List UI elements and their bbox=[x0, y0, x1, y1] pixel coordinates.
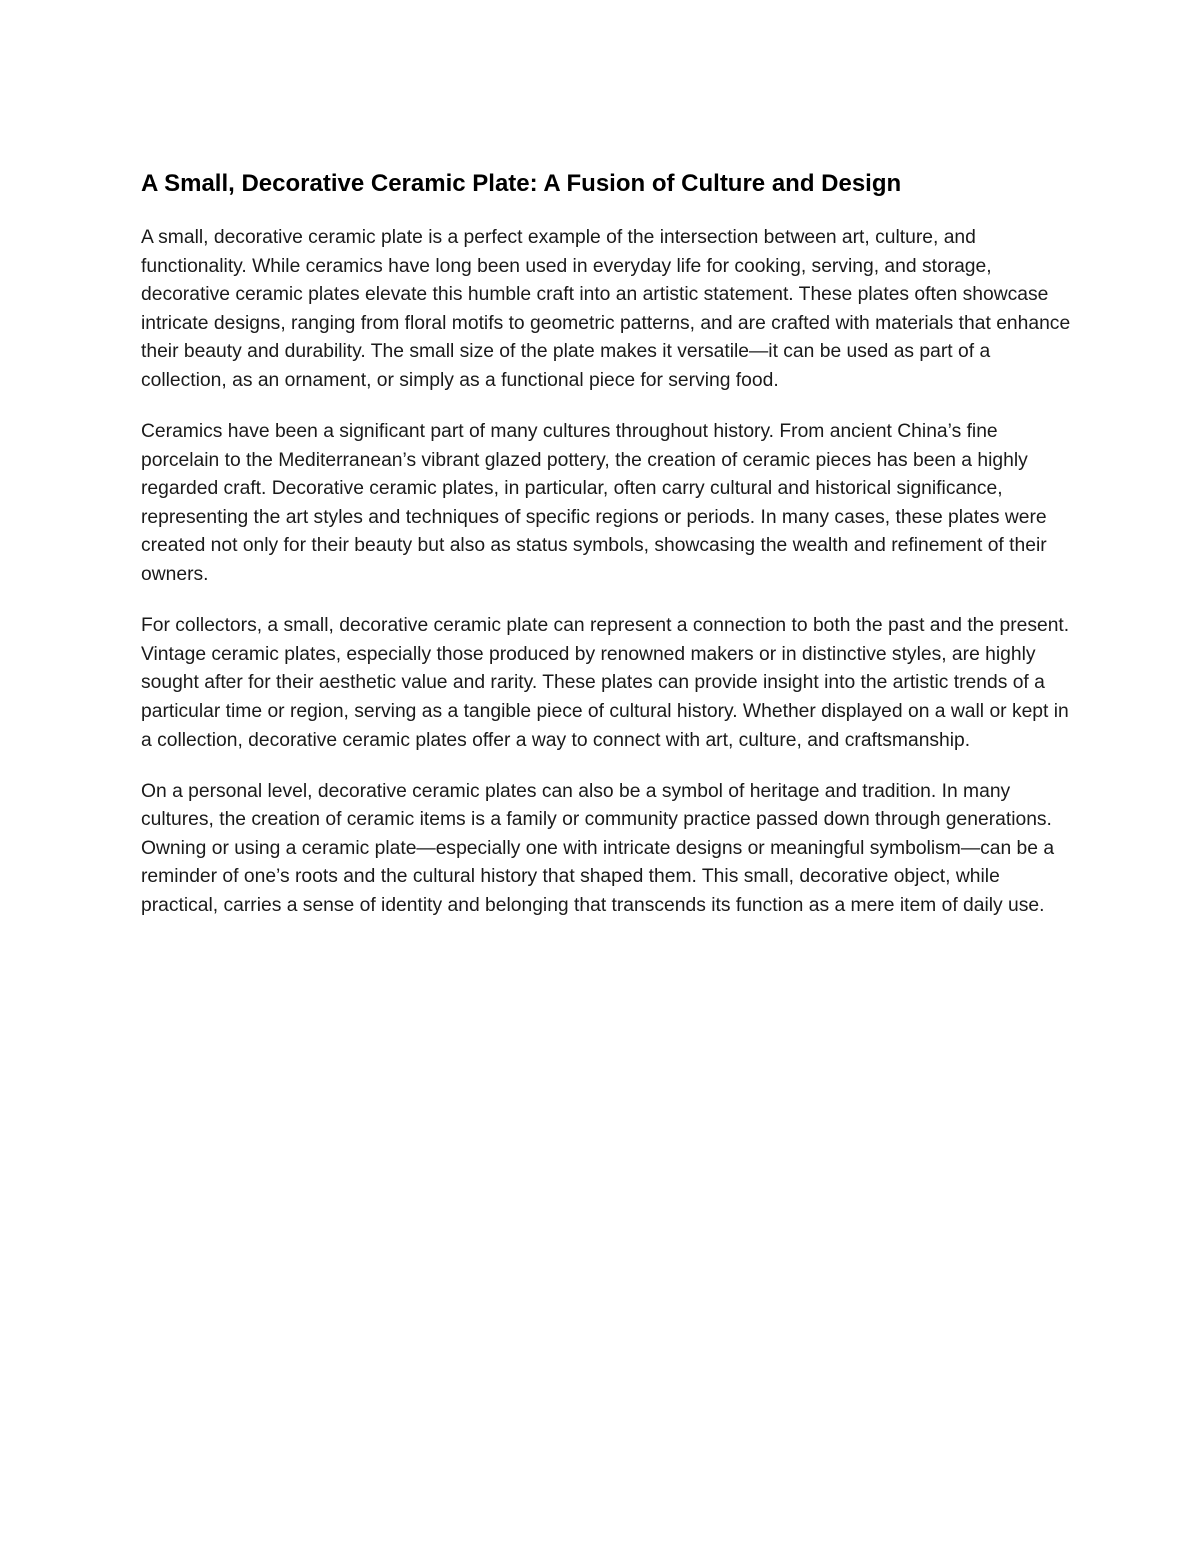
paragraph-1: A small, decorative ceramic plate is a perfect example of the intersection between art, culture, and functionality. While ceramics have long been used in everyday life for cooking, serving, and storage, decorative ceramic plates elevate this humble craft into an artistic statement. These plates often showcase intricate designs, ranging from floral motifs to geometric patterns, and are crafted with materials that enhance their beauty and durability. The small size of the plate makes it versatile—it can be used as part of a collection, as an ornament, or simply as a functional piece for serving food. bbox=[141, 227, 1071, 391]
paragraph-4: On a personal level, decorative ceramic plates can also be a symbol of heritage and tradition. In many cultures, the creation of ceramic items is a family or community practice passed down through generations. Owning or using a ceramic plate—especially one with intricate designs or meaningful symbolism—can be a reminder of one’s roots and the cultural history that shaped them. This small, decorative object, while practical, carries a sense of identity and belonging that transcends its function as a mere item of daily use. bbox=[141, 780, 1055, 916]
paragraph-2: Ceramics have been a significant part of many cultures throughout history. From ancient China’s fine porcelain to the Mediterranean’s vibrant glazed pottery, the creation of ceramic pieces has been a highly regarded craft. Decorative ceramic plates, in particular, often carry cultural and historical significance, representing the art styles and techniques of specific regions or periods. In many cases, these plates were created not only for their beauty but also as status symbols, showcasing the wealth and refinement of their owners. bbox=[141, 421, 1047, 586]
document-body bbox=[141, 166, 1071, 921]
document-title: A Small, Decorative Ceramic Plate: A Fusion of Culture and Design bbox=[141, 170, 902, 197]
paragraph-3: For collectors, a small, decorative ceramic plate can represent a connection to both the past and the present. Vintage ceramic plates, especially those produced by renowned makers or in distinctive styles, are highly sought after for their aesthetic value and rarity. These plates can provide insight into the artistic trends of a particular time or region, serving as a tangible piece of cultural history. Whether displayed on a wall or kept in a collection, decorative ceramic plates offer a way to connect with art, culture, and craftsmanship. bbox=[141, 615, 1070, 751]
